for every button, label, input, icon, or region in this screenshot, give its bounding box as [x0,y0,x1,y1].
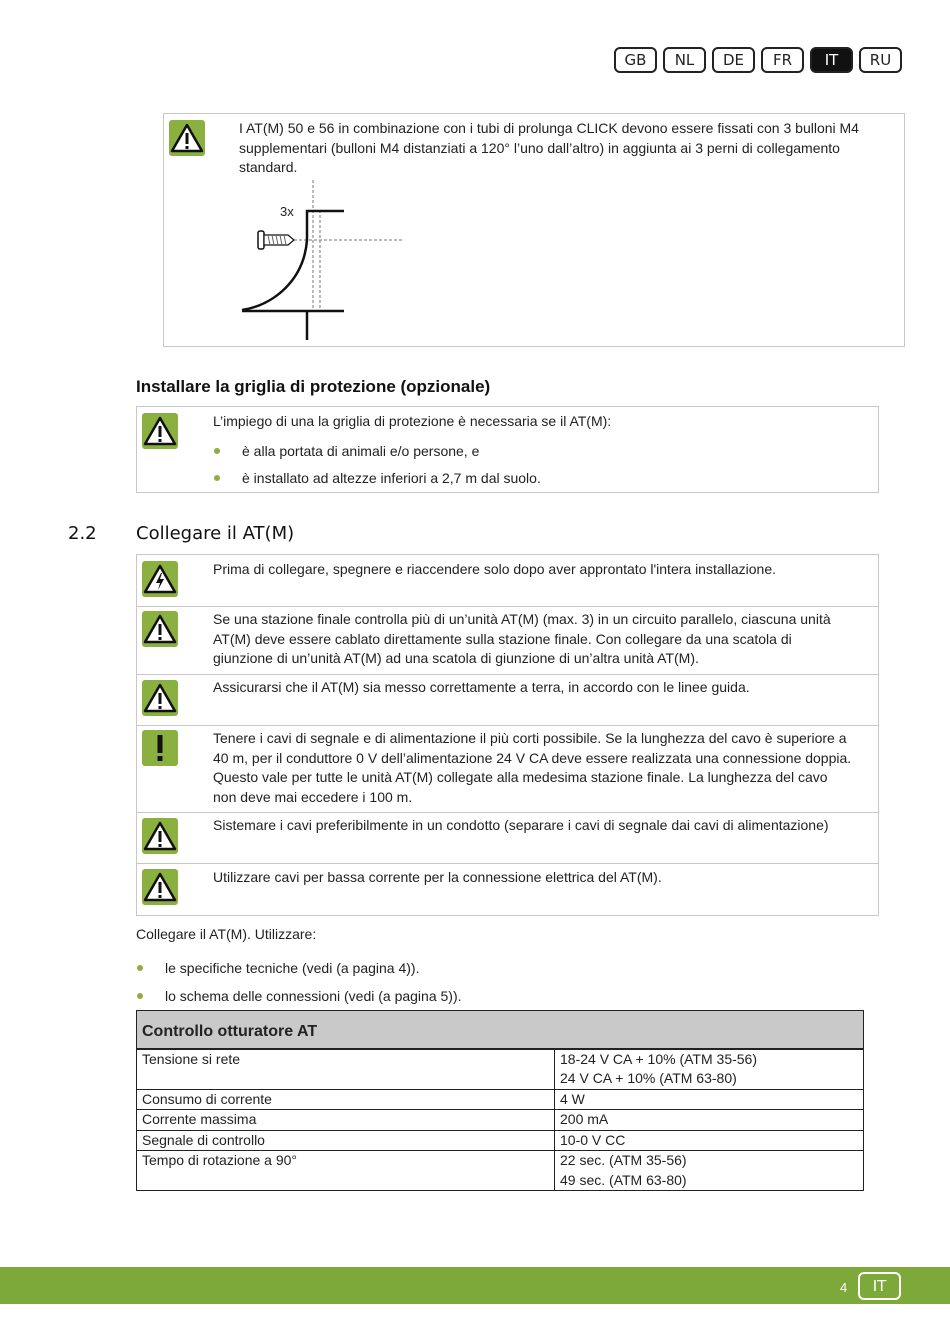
grid-bullet [214,469,541,487]
warning-icon [142,818,178,854]
bolt-count-label: 3x [280,204,294,219]
lang-tab-ru[interactable]: RU [859,47,902,73]
spec-value [555,1049,864,1090]
exclamation-icon [142,730,178,766]
bullet-dot [137,993,143,999]
spec-label: Consumo di corrente [137,1089,555,1110]
connect-warning-row [136,863,879,916]
warning-line: Tenere i cavi di segnale e di alimentazione il più corti possibile. Se la lunghezza del cavo è superiore a [213,730,847,746]
warning-line: non deve mai eccedere i 100 m. [213,788,413,805]
use-bullet-text: lo schema delle connessioni (vedi (a pagina 5)). [165,988,462,1004]
connect-warning-row [136,606,879,675]
grid-intro: L’impiego di una la griglia di protezione è necessaria se il AT(M): [213,413,612,429]
table-header-row [137,1011,864,1049]
lang-tab-nl[interactable]: NL [663,47,706,73]
bullet-dot [137,965,143,971]
use-bullet [137,987,462,1005]
bolt-note-line3: standard. [239,159,298,175]
bolt-diagram [234,180,414,340]
footer-language-badge: IT [858,1272,901,1300]
warning-line: 40 m, per il conduttore 0 V dell’alimentazione 24 V CA deve essere realizzata una connessione doppia. [213,749,852,766]
lang-tab-gb[interactable]: GB [614,47,657,73]
lang-tab-it[interactable]: IT [810,47,853,73]
bullet-dot [214,475,220,481]
warning-line: Utilizzare cavi per bassa corrente per la connessione elettrica del AT(M). [213,869,662,885]
warning-text [213,560,873,580]
spec-label: Segnale di controllo [137,1130,555,1151]
warning-icon [142,680,178,716]
lang-tab-de[interactable]: DE [712,47,755,73]
warning-text [213,868,873,888]
table-row [137,1110,864,1131]
table-row [137,1049,864,1090]
warning-line: Assicurarsi che il AT(M) sia messo correttamente a terra, in accordo con le linee guida. [213,679,750,695]
spec-value: 4 W [555,1089,864,1110]
grid-bullet [214,442,479,460]
grid-warning-box [136,406,879,493]
connect-warning-row [136,812,879,864]
language-tabs [614,47,902,73]
grid-bullet-text: è installato ad altezze inferiori a 2,7 m dal suolo. [242,470,541,486]
warning-icon [142,869,178,905]
spec-value-line: 49 sec. (ATM 63-80) [560,1171,687,1188]
bolt-note-box [163,113,905,347]
spec-table [136,1010,864,1191]
warning-line: giunzione di un’unità AT(M) ad una scatola di giunzione di un’altra unità AT(M). [213,650,699,666]
warning-icon [142,413,178,449]
connect-section-title: Collegare il AT(M) [136,523,295,544]
spec-label: Tempo di rotazione a 90° [137,1151,555,1191]
spec-label: Corrente massima [137,1110,555,1131]
warning-icon [142,611,178,647]
warning-line: Questo vale per tutte le unità AT(M) collegate alla medesima stazione finale. La lunghezza del cavo [213,769,828,785]
warning-text [213,729,873,807]
spec-value: 10-0 V CC [555,1130,864,1151]
grid-bullet-text: è alla portata di animali e/o persone, e [242,443,480,459]
spec-label: Tensione si rete [137,1049,555,1090]
bolt-note-line2: supplementari (bulloni M4 distanziati a 120° l’uno dall’altro) in aggiunta ai 3 perni di collegamento [239,139,840,156]
warning-text [213,678,873,698]
warning-line: Se una stazione finale controlla più di un’unità AT(M) (max. 3) in un circuito parallelo, ciascuna unità [213,611,831,627]
table-row [137,1089,864,1110]
use-bullet-text: le specifiche tecniche (vedi (a pagina 4)). [165,960,420,976]
electric-hazard-icon [142,561,178,597]
table-row [137,1130,864,1151]
warning-text [213,816,873,836]
warning-line: Prima di collegare, spegnere e riaccendere solo dopo aver approntato l'intera installazione. [213,561,777,577]
spec-value-line: 24 V CA + 10% (ATM 63-80) [560,1070,737,1086]
warning-line: AT(M) deve essere cablato direttamente sulla stazione finale. Con collegare da una scatola di [213,630,792,647]
section-number: 2.2 [68,523,97,544]
connect-warning-row [136,554,879,607]
spec-table-title: Controllo otturatore AT [137,1011,864,1049]
page-number: 4 [840,1280,848,1295]
spec-value-line: 22 sec. (ATM 35-56) [560,1152,687,1168]
footer-bar [0,1267,950,1304]
warning-text [213,610,873,669]
use-intro: Collegare il AT(M). Utilizzare: [136,926,317,942]
warning-line: Sistemare i cavi preferibilmente in un condotto (separare i cavi di segnale dai cavi di alimentazione) [213,817,829,833]
spec-value-line: 18-24 V CA + 10% (ATM 35-56) [560,1050,757,1067]
connect-warning-row [136,725,879,813]
bullet-dot [214,448,220,454]
bolt-note-text [239,119,899,178]
bolt-note-line1: I AT(M) 50 e 56 in combinazione con i tubi di prolunga CLICK devono essere fissati con 3 bulloni M4 [239,120,859,136]
connect-warning-row [136,674,879,726]
lang-tab-fr[interactable]: FR [761,47,804,73]
warning-icon [169,120,205,156]
spec-value [555,1151,864,1191]
grid-section-title: Installare la griglia di protezione (opzionale) [136,377,491,396]
use-bullet [137,959,419,977]
table-row [137,1151,864,1191]
spec-value: 200 mA [555,1110,864,1131]
